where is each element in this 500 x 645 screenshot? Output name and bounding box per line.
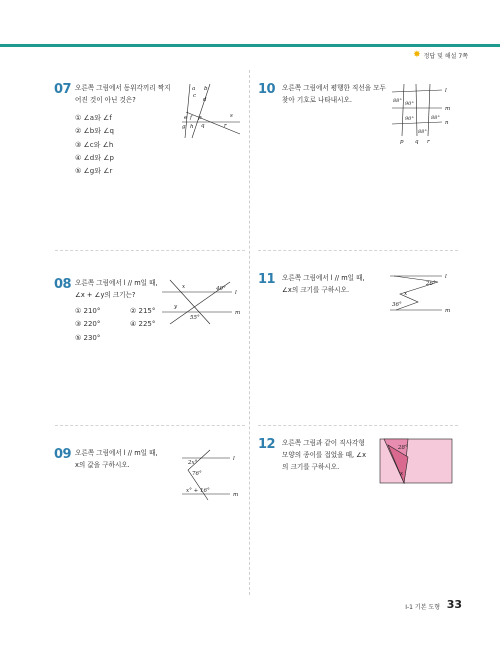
label-m: m	[445, 106, 451, 112]
label-b: b	[204, 86, 208, 92]
label-y: y	[174, 304, 178, 310]
figure-q11	[388, 272, 454, 318]
angle-label: x° + 16°	[186, 488, 210, 494]
label-p: p	[400, 139, 404, 145]
label-p: p	[198, 115, 202, 121]
question-text: 오른쪽 그림에서 평행한 직선을 모두 찾아 기호로 나타내시오.	[282, 84, 386, 104]
figure-q09	[180, 448, 242, 504]
question-text: 오른쪽 그림에서 l // m일 때, ∠x + ∠y의 크기는?	[75, 279, 158, 299]
page-number: 33	[446, 598, 462, 611]
label-n: n	[445, 120, 449, 126]
angle-label: 90°	[405, 101, 414, 107]
header-bar	[0, 44, 500, 47]
label-a: a	[192, 86, 196, 92]
label-m: m	[233, 492, 239, 498]
answer-reference-text: 정답 및 해설 7쪽	[423, 53, 468, 60]
section-title: I-1 기본 도형	[405, 604, 440, 611]
row-divider	[258, 250, 458, 251]
question-text: 오른쪽 그림과 같이 직사각형 모양의 종이를 접었을 때, ∠x 의 크기를 구하시오.	[282, 439, 366, 471]
angle-label: 26°	[426, 281, 436, 287]
label-x: x	[400, 471, 404, 477]
angle-label: 76°	[192, 471, 202, 477]
label-l: l	[445, 274, 447, 280]
label-m: m	[235, 310, 241, 316]
question-text: 오른쪽 그림에서 l // m일 때, x의 값을 구하시오.	[75, 449, 158, 469]
label-d: d	[203, 97, 207, 103]
question-number: 10	[258, 82, 276, 97]
angle-label: 2x°	[188, 460, 198, 466]
row-divider	[55, 425, 245, 426]
choice[interactable]: ③ 220°	[75, 320, 101, 329]
label-h: h	[190, 124, 194, 130]
label-q: q	[201, 123, 205, 129]
label-g: g	[182, 124, 186, 130]
answer-reference	[413, 51, 468, 60]
choice[interactable]: ④ ∠d와 ∠p	[75, 153, 114, 162]
angle-label: 88°	[418, 129, 427, 135]
figure-q12	[378, 437, 454, 485]
question-number: 11	[258, 272, 276, 287]
label-m: m	[445, 308, 451, 314]
choice-list	[75, 112, 114, 178]
label-r: r	[427, 139, 430, 145]
angle-label: 55°	[190, 315, 200, 321]
question-text: 오른쪽 그림에서 동위각끼리 짝지 어진 것이 아닌 것은?	[75, 84, 171, 104]
question-number: 07	[54, 82, 72, 97]
choice[interactable]: ⑤ 230°	[75, 333, 101, 342]
angle-label: 88°	[393, 98, 402, 104]
figure-q07	[180, 82, 242, 140]
label-c: c	[193, 93, 197, 99]
question-number: 08	[54, 277, 72, 292]
choice[interactable]: ② ∠b와 ∠q	[75, 127, 114, 136]
question-number: 12	[258, 437, 276, 452]
row-divider	[55, 250, 245, 251]
label-l: l	[445, 88, 447, 94]
label-e: e	[184, 115, 188, 121]
angle-label: 28°	[398, 445, 408, 451]
choice[interactable]: ① 210°	[75, 307, 101, 315]
figure-q08	[160, 278, 242, 326]
choice[interactable]: ② 215°	[130, 307, 156, 315]
label-s: s	[230, 113, 233, 119]
choice[interactable]: ③ ∠c와 ∠h	[75, 140, 114, 149]
row-divider	[258, 425, 458, 426]
angle-label: 90°	[405, 116, 414, 122]
label-f: f	[190, 115, 193, 121]
label-l: l	[233, 456, 235, 462]
label-r: r	[224, 123, 227, 129]
choice[interactable]: ④ 225°	[130, 320, 156, 329]
label-l: l	[235, 290, 237, 296]
question-text: 오른쪽 그림에서 l // m일 때, ∠x의 크기를 구하시오.	[282, 274, 365, 294]
label-x: x	[182, 284, 186, 290]
question-number: 09	[54, 447, 72, 462]
angle-label: 40°	[216, 286, 226, 292]
angle-label: 88°	[431, 115, 440, 121]
choice[interactable]: ⑤ ∠g와 ∠r	[75, 167, 113, 176]
label-q: q	[415, 139, 419, 145]
choice[interactable]: ① ∠a와 ∠f	[75, 114, 112, 122]
label-x: x	[404, 291, 408, 297]
figure-q10	[390, 82, 454, 146]
angle-label: 36°	[392, 302, 402, 308]
column-divider	[249, 70, 250, 595]
star-icon: ✸	[413, 50, 421, 60]
